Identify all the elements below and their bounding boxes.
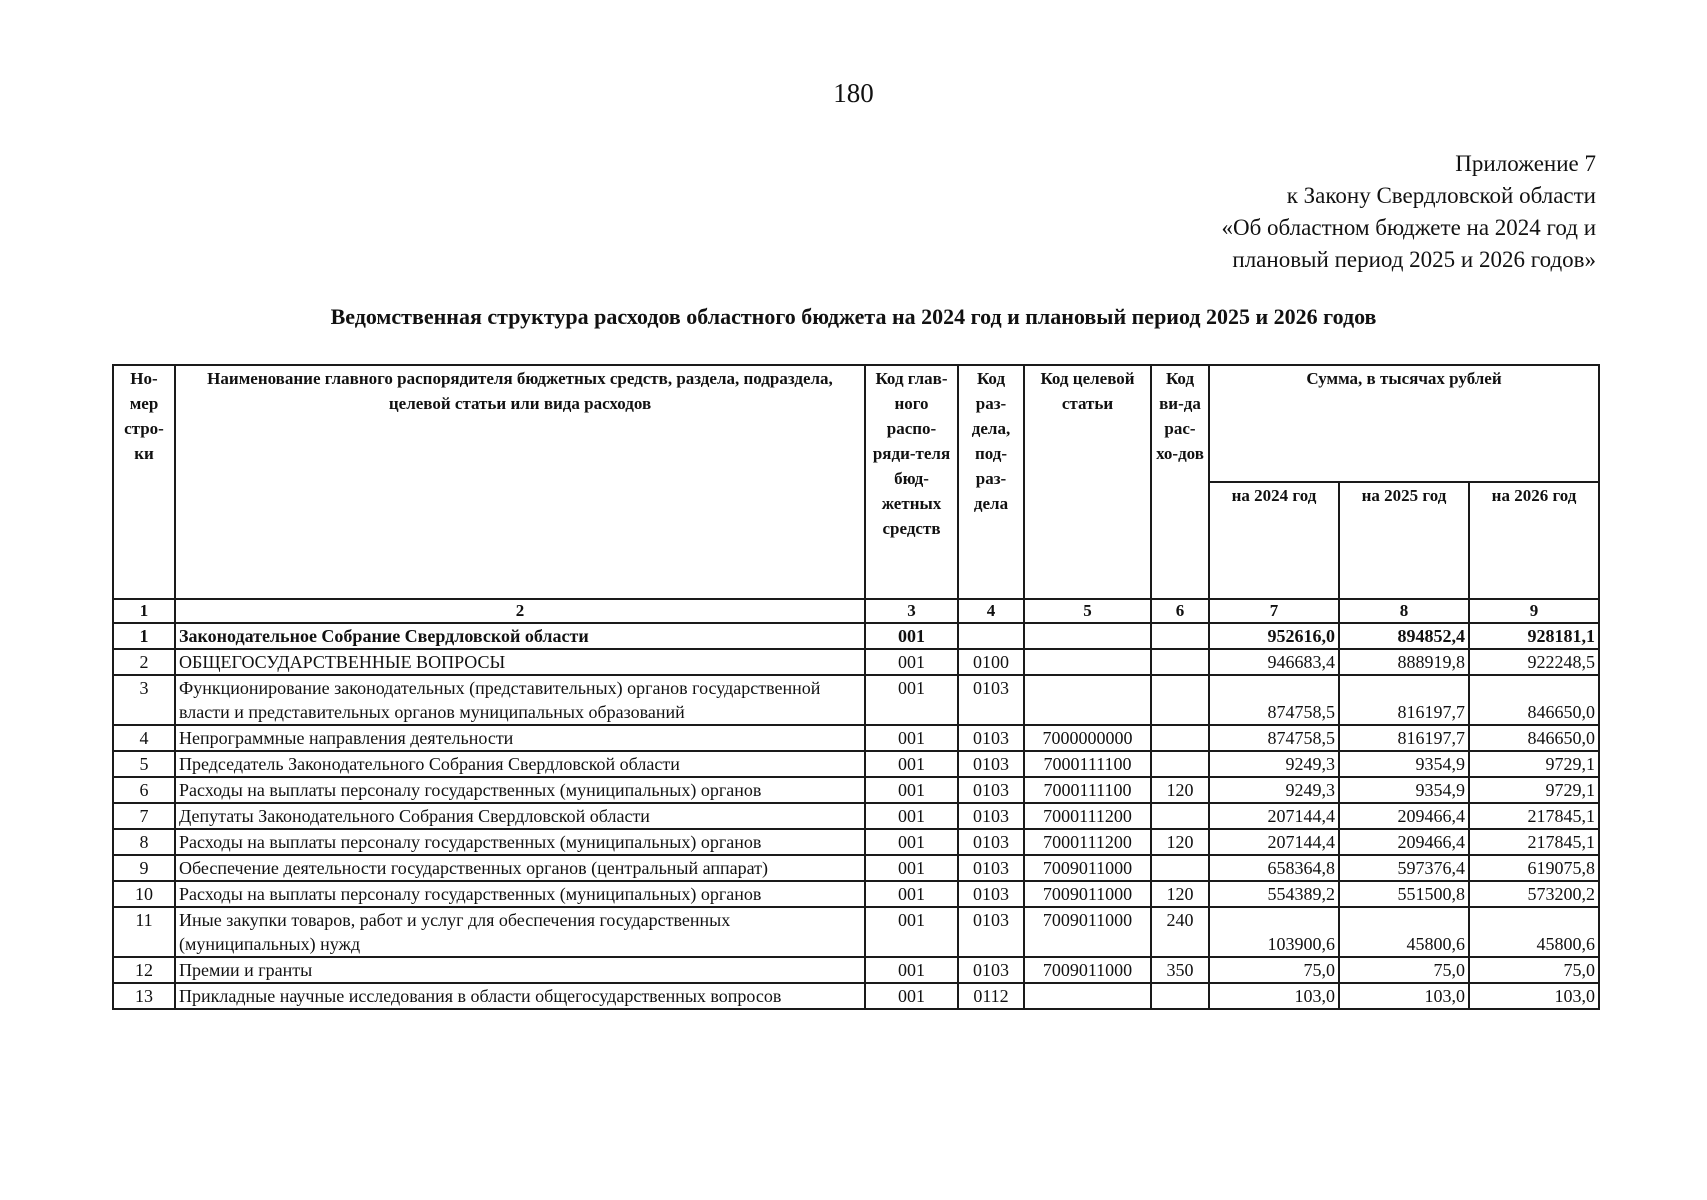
section-code-cell: 0103 [958,675,1024,725]
section-code-cell: 0103 [958,957,1024,983]
header-year-2024: на 2024 год [1209,482,1339,599]
amount-2025-cell: 209466,4 [1339,803,1469,829]
admin-code-cell: 001 [865,855,958,881]
page-number: 180 [833,78,874,108]
target-code-cell: 7000111200 [1024,803,1151,829]
appendix-line-1: Приложение 7 [1455,151,1596,176]
row-name-cell: Председатель Законодательного Собрания Свердловской области [175,751,865,777]
appendix-line-2: к Закону Свердловской области [1286,183,1596,208]
table-row [113,829,1599,855]
table-row [113,675,1599,725]
row-number-cell: 13 [113,983,175,1009]
section-code-cell: 0100 [958,649,1024,675]
row-number-cell: 2 [113,649,175,675]
row-name-cell: ОБЩЕГОСУДАРСТВЕННЫЕ ВОПРОСЫ [175,649,865,675]
admin-code-cell: 001 [865,957,958,983]
header-year-2026: на 2026 год [1469,482,1599,599]
expense-type-cell [1151,675,1209,725]
amount-2026-cell: 846650,0 [1469,675,1599,725]
admin-code-cell: 001 [865,777,958,803]
row-name-cell: Расходы на выплаты персоналу государственных (муниципальных) органов [175,881,865,907]
expense-type-cell [1151,751,1209,777]
table-header [113,365,1599,623]
column-number: 6 [1151,599,1209,623]
target-code-cell [1024,623,1151,649]
table-body [113,623,1599,1009]
amount-2024-cell: 658364,8 [1209,855,1339,881]
target-code-cell: 7000111100 [1024,777,1151,803]
section-code-cell: 0103 [958,855,1024,881]
row-number-cell: 7 [113,803,175,829]
amount-2024-cell: 9249,3 [1209,777,1339,803]
amount-2024-cell: 554389,2 [1209,881,1339,907]
target-code-cell: 7009011000 [1024,855,1151,881]
target-code-cell [1024,649,1151,675]
section-code-cell: 0103 [958,725,1024,751]
expense-type-cell: 120 [1151,829,1209,855]
row-name-cell: Депутаты Законодательного Собрания Свердловской области [175,803,865,829]
admin-code-cell: 001 [865,649,958,675]
section-code-cell: 0103 [958,907,1024,957]
admin-code-cell: 001 [865,675,958,725]
amount-2024-cell: 207144,4 [1209,803,1339,829]
table-row [113,751,1599,777]
header-row-number: Но-мер стро-ки [113,365,175,599]
section-code-cell: 0103 [958,777,1024,803]
row-name-cell: Иные закупки товаров, работ и услуг для обеспечения государственных (муниципальных) нужд [175,907,865,957]
section-code-cell [958,623,1024,649]
section-code-cell: 0103 [958,881,1024,907]
row-number-cell: 11 [113,907,175,957]
table-row [113,725,1599,751]
column-number: 7 [1209,599,1339,623]
amount-2026-cell: 9729,1 [1469,777,1599,803]
amount-2025-cell: 888919,8 [1339,649,1469,675]
amount-2026-cell: 619075,8 [1469,855,1599,881]
row-name-cell: Обеспечение деятельности государственных органов (центральный аппарат) [175,855,865,881]
expense-type-cell [1151,983,1209,1009]
target-code-cell [1024,983,1151,1009]
row-number-cell: 12 [113,957,175,983]
row-name-cell: Расходы на выплаты персоналу государственных (муниципальных) органов [175,777,865,803]
column-numbers-row [113,599,1599,623]
table-row [113,907,1599,957]
amount-2025-cell: 45800,6 [1339,907,1469,957]
amount-2025-cell: 75,0 [1339,957,1469,983]
section-code-cell: 0103 [958,829,1024,855]
table-row [113,623,1599,649]
admin-code-cell: 001 [865,725,958,751]
amount-2025-cell: 209466,4 [1339,829,1469,855]
target-code-cell [1024,675,1151,725]
appendix-note [1221,148,1596,276]
row-name-cell: Премии и гранты [175,957,865,983]
row-number-cell: 3 [113,675,175,725]
header-sum-group: Сумма, в тысячах рублей [1209,365,1599,482]
column-number: 5 [1024,599,1151,623]
document-title: Ведомственная структура расходов областного бюджета на 2024 год и плановый период 2025 и 2026 годов [330,304,1377,329]
amount-2026-cell: 846650,0 [1469,725,1599,751]
amount-2025-cell: 551500,8 [1339,881,1469,907]
expense-type-cell: 120 [1151,881,1209,907]
expense-type-cell: 120 [1151,777,1209,803]
expense-type-cell [1151,855,1209,881]
amount-2024-cell: 103900,6 [1209,907,1339,957]
amount-2026-cell: 75,0 [1469,957,1599,983]
amount-2024-cell: 207144,4 [1209,829,1339,855]
row-number-cell: 9 [113,855,175,881]
row-name-cell: Расходы на выплаты персоналу государственных (муниципальных) органов [175,829,865,855]
amount-2026-cell: 217845,1 [1469,803,1599,829]
header-year-2025: на 2025 год [1339,482,1469,599]
table-row [113,803,1599,829]
appendix-line-4: плановый период 2025 и 2026 годов» [1232,247,1596,272]
admin-code-cell: 001 [865,881,958,907]
row-number-cell: 10 [113,881,175,907]
amount-2025-cell: 9354,9 [1339,751,1469,777]
appendix-line-3: «Об областном бюджете на 2024 год и [1221,215,1596,240]
row-name-cell: Функционирование законодательных (представительных) органов государственной власти и представительных органов муниципальных образований [175,675,865,725]
amount-2024-cell: 874758,5 [1209,725,1339,751]
amount-2026-cell: 928181,1 [1469,623,1599,649]
target-code-cell: 7000111100 [1024,751,1151,777]
section-code-cell: 0103 [958,803,1024,829]
amount-2025-cell: 597376,4 [1339,855,1469,881]
target-code-cell: 7009011000 [1024,907,1151,957]
amount-2024-cell: 9249,3 [1209,751,1339,777]
row-number-cell: 5 [113,751,175,777]
amount-2026-cell: 103,0 [1469,983,1599,1009]
amount-2024-cell: 874758,5 [1209,675,1339,725]
target-code-cell: 7000000000 [1024,725,1151,751]
table-row [113,881,1599,907]
amount-2024-cell: 946683,4 [1209,649,1339,675]
header-expense-type: Код ви-да рас-хо-дов [1151,365,1209,599]
target-code-cell: 7009011000 [1024,881,1151,907]
amount-2025-cell: 894852,4 [1339,623,1469,649]
row-number-cell: 6 [113,777,175,803]
amount-2024-cell: 75,0 [1209,957,1339,983]
column-number: 9 [1469,599,1599,623]
target-code-cell: 7009011000 [1024,957,1151,983]
expense-type-cell [1151,725,1209,751]
column-number: 2 [175,599,865,623]
amount-2024-cell: 952616,0 [1209,623,1339,649]
amount-2025-cell: 816197,7 [1339,675,1469,725]
expense-type-cell [1151,623,1209,649]
column-number: 4 [958,599,1024,623]
budget-table [112,364,1600,1010]
row-number-cell: 1 [113,623,175,649]
row-name-cell: Непрограммные направления деятельности [175,725,865,751]
header-admin-code: Код глав-ного распо-ряди-теля бюд-жетных средств [865,365,958,599]
row-name-cell: Законодательное Собрание Свердловской области [175,623,865,649]
row-name-cell: Прикладные научные исследования в области общегосударственных вопросов [175,983,865,1009]
amount-2026-cell: 9729,1 [1469,751,1599,777]
row-number-cell: 8 [113,829,175,855]
column-number: 1 [113,599,175,623]
target-code-cell: 7000111200 [1024,829,1151,855]
section-code-cell: 0103 [958,751,1024,777]
admin-code-cell: 001 [865,983,958,1009]
table-row [113,957,1599,983]
table-row [113,855,1599,881]
admin-code-cell: 001 [865,751,958,777]
expense-type-cell [1151,649,1209,675]
header-section-code: Код раз-дела, под-раз-дела [958,365,1024,599]
expense-type-cell: 240 [1151,907,1209,957]
amount-2026-cell: 922248,5 [1469,649,1599,675]
expense-type-cell: 350 [1151,957,1209,983]
amount-2026-cell: 45800,6 [1469,907,1599,957]
amount-2026-cell: 573200,2 [1469,881,1599,907]
amount-2024-cell: 103,0 [1209,983,1339,1009]
admin-code-cell: 001 [865,623,958,649]
column-number: 8 [1339,599,1469,623]
header-name: Наименование главного распорядителя бюджетных средств, раздела, подраздела, целевой статьи или вида расходов [175,365,865,599]
section-code-cell: 0112 [958,983,1024,1009]
admin-code-cell: 001 [865,907,958,957]
row-number-cell: 4 [113,725,175,751]
admin-code-cell: 001 [865,803,958,829]
expense-type-cell [1151,803,1209,829]
header-target-code: Код целевой статьи [1024,365,1151,599]
admin-code-cell: 001 [865,829,958,855]
amount-2026-cell: 217845,1 [1469,829,1599,855]
amount-2025-cell: 816197,7 [1339,725,1469,751]
amount-2025-cell: 103,0 [1339,983,1469,1009]
amount-2025-cell: 9354,9 [1339,777,1469,803]
column-number: 3 [865,599,958,623]
table-row [113,983,1599,1009]
table-row [113,777,1599,803]
table-row [113,649,1599,675]
